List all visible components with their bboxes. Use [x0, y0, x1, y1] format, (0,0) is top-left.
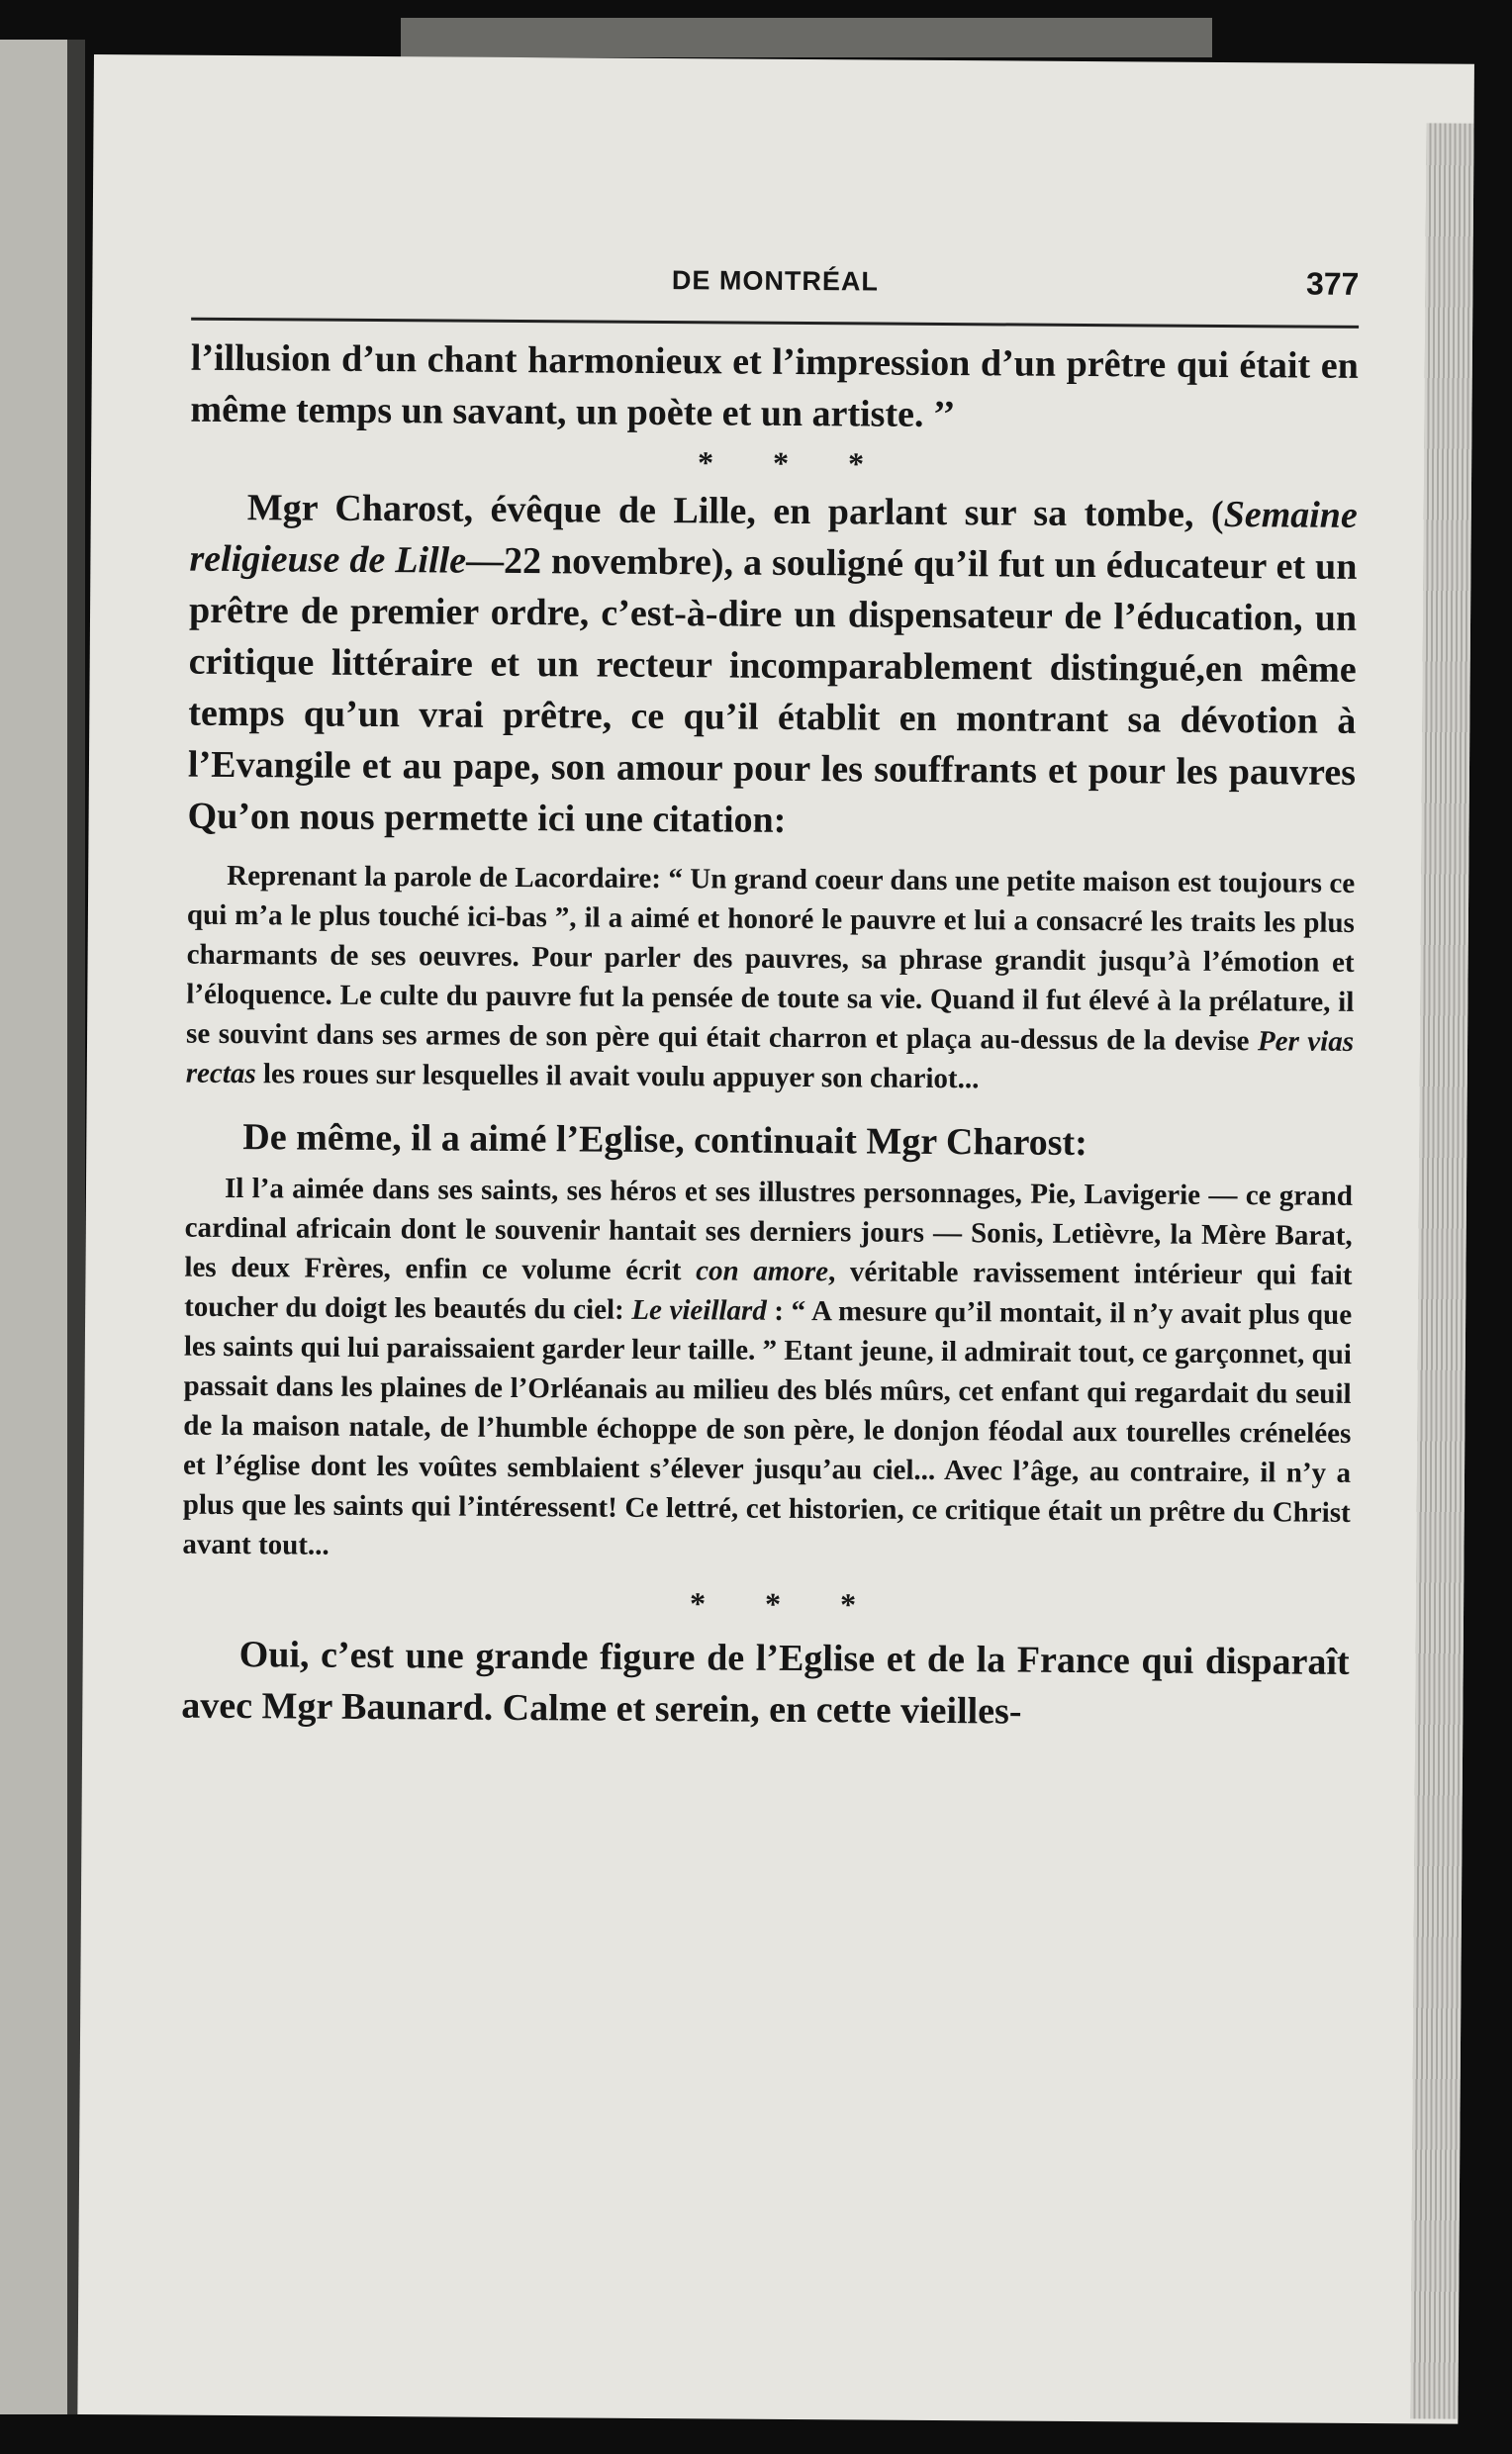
paragraph-3: De même, il a aimé l’Eglise, continuait Mgr Charost: [242, 1116, 1087, 1165]
page-stack-edges [1410, 123, 1473, 2418]
paragraph-4: Oui, c’est une grande figure de l’Eglise et de la France qui disparaît avec Mgr Baunard. Calme et serein, en cette vieilles- [181, 1634, 1350, 1733]
publication-title: Semaine religieuse de Lille [189, 493, 1358, 582]
quote-1-text-b: les roues sur lesquelles il avait voulu appuyer son chariot... [255, 1058, 980, 1095]
paragraph-2 [187, 482, 1358, 850]
running-head: DE MONTRÉAL [671, 265, 880, 297]
quote-2-text-a: Il l’a aimée dans ses saints, ses héros et ses illustres personnages, Pie, Lavigerie — ce grand cardinal africain dont le souvenir hantait ses derniers jours — Sonis, Letièvre, la Mère Barat, les deux Frères, enfin ce volume écrit [184, 1172, 1354, 1287]
page-content [181, 258, 1359, 1740]
book-title-le-vieillard: Le vieillard [631, 1293, 767, 1327]
block-quote-2 [182, 1169, 1353, 1572]
book-page [77, 54, 1474, 2424]
quote-2-text-c: : “ A mesure qu’il montait, il n’y avait plus que les saints qui lui paraissaient garder leur taille. ” Etant jeune, il admirait tout, ce garçonnet, qui passait dans les plaines de l’Orléanais au milieu des blés mûrs, cet enfant qui regardait du seuil de la maison natale, de l’humble échoppe de son père, le donjon féodal aux tourelles crénelées et l’église dont les voûtes semblaient s’élever jusqu’au ciel... Avec l’âge, au contraire, il n’y a plus que les saints qui l’intéressent! Ce lettré, cet historien, ce critique était un prêtre du Christ avant tout... [182, 1294, 1353, 1561]
section-separator-2: * * * [689, 1585, 883, 1623]
paragraph-2-text-b: —22 novembre), a souligné qu’il fut un éducateur et un prêtre de premier ordre, c’est-à-dire un dispensateur de l’éducation, un critique littéraire et un recteur incomparablement distingué,en même temps qu’un vrai prêtre, ce qu’il établit en montrant sa dévotion à l’Evangile et au pape, son amour pour les souffrants et pour les pauvres Qu’on nous permette ici une citation: [187, 539, 1358, 841]
quote-2-text-b: , véritable ravissement intérieur qui fait toucher du doigt les beautés du ciel: [184, 1256, 1353, 1326]
italic-phrase-con-amore: con amore [696, 1255, 829, 1288]
motto-text: Per vias rectas [185, 1025, 1355, 1090]
quote-1-text-a: Reprenant la parole de Lacordaire: “ Un grand coeur dans une petite maison est toujours ce qui m’a le plus touché ici-bas ”, il a aimé et honoré le pauvre et lui a consacré les traits les plus charmants de ses oeuvres. Pour parler des pauvres, sa phrase grandit jusqu’à l’émotion et l’éloquence. Le culte du pauvre fut la pensée de toute sa vie. Quand il fut élevé à la prélature, il se souvint dans ses armes de son père qui était charron et plaça au-dessus de la devise [185, 859, 1356, 1058]
block-quote-1 [186, 856, 1356, 1101]
book-gutter-top [401, 18, 1212, 57]
paragraph-2-text-a: Mgr Charost, évêque de Lille, en parlant sur sa tombe, ( [246, 487, 1224, 535]
section-separator: * * * [698, 444, 891, 482]
page-header [191, 258, 1359, 329]
page-number: 377 [1305, 265, 1360, 302]
paragraph-1: l’illusion d’un chant harmonieux et l’impression d’un prêtre qui était en même temps un savant, un poète et un artiste. ’’ [190, 336, 1359, 436]
